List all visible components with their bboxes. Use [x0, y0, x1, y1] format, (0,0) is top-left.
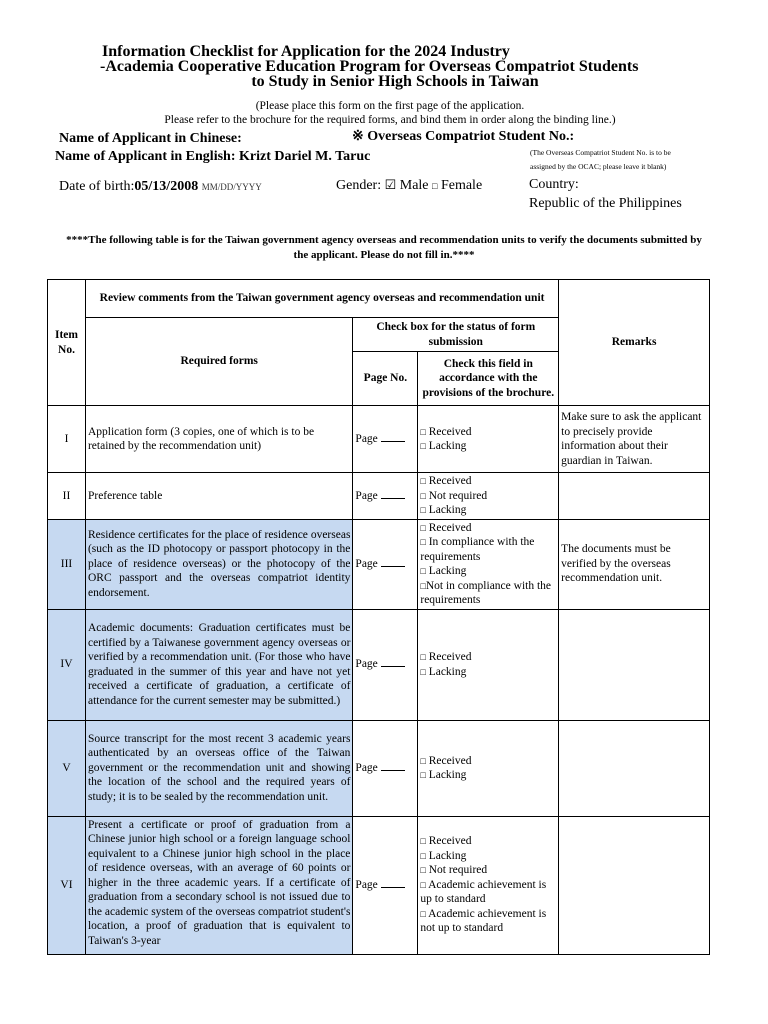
verification-note: ****The following table is for the Taiwan government agency overseas and recommendation units to verify the documents submitted by the applicant. Please do not fill in.**** [66, 234, 702, 261]
page-field[interactable] [353, 816, 418, 954]
checkbox-icon[interactable]: □ [420, 537, 426, 547]
status-options [418, 816, 559, 954]
page-field[interactable] [353, 720, 418, 816]
required-forms-header: Required forms [85, 318, 352, 406]
dob-row [59, 179, 262, 195]
required-form: Preference table [85, 473, 352, 520]
option-label: Lacking [428, 565, 467, 577]
page-blank-line[interactable] [381, 657, 405, 667]
title-line-1: Information Checklist for Application for the 2024 Industry [102, 43, 510, 60]
remarks-cell: Make sure to ask the applicant to precisely provide information about their guardian in Taiwan. [559, 406, 710, 473]
option-label: Not required [428, 489, 488, 502]
table-row [48, 609, 710, 720]
status-option[interactable] [420, 650, 556, 665]
page-field[interactable] [353, 406, 418, 473]
remarks-cell [559, 473, 710, 520]
page-label: Page [355, 557, 378, 570]
review-header: Review comments from the Taiwan government agency overseas and recommendation unit [85, 280, 558, 318]
status-option[interactable] [420, 878, 556, 907]
status-option[interactable] [420, 439, 556, 454]
item-number: III [48, 519, 86, 609]
checkbox-icon[interactable]: □ [420, 522, 426, 533]
checkbox-icon[interactable]: □ [420, 908, 426, 919]
gender-label: Gender: [336, 178, 382, 193]
status-option[interactable] [420, 535, 556, 564]
page-label: Page [355, 432, 378, 445]
required-form: Residence certificates for the place of residence overseas (such as the ID photocopy or passport photocopy in the place of residence overseas) or the photocopy of the ORC passport and the overseas compatriot identity endorsement. [85, 519, 352, 609]
instruction-note-1: (Please place this form on the first page of the application. [255, 100, 525, 112]
status-options [418, 609, 559, 720]
gender-row [336, 177, 482, 194]
option-label: Lacking [428, 665, 467, 678]
item-number: VI [48, 816, 86, 954]
checkbox-icon[interactable]: □ [420, 865, 426, 876]
page-blank-line[interactable] [381, 489, 405, 499]
student-no-label: ※ Overseas Compatriot Student No.: [352, 129, 575, 144]
status-option[interactable] [420, 489, 556, 504]
page-label: Page [355, 489, 378, 502]
table-row [48, 519, 710, 609]
remarks-cell [559, 609, 710, 720]
page-no-header: Page No. [353, 352, 418, 406]
check-box-header: Check box for the status of form submission [353, 318, 559, 352]
page-field[interactable] [353, 519, 418, 609]
status-option[interactable] [420, 503, 556, 518]
remarks-cell: The documents must be verified by the overseas recommendation unit. [559, 519, 710, 609]
status-option[interactable] [420, 521, 556, 536]
page-blank-line[interactable] [381, 432, 405, 442]
status-option[interactable] [420, 907, 556, 936]
gender-male-label: Male [399, 178, 429, 193]
table-row [48, 816, 710, 954]
status-options [418, 473, 559, 520]
title-line-2: -Academia Cooperative Education Program for Overseas Compatriot Students [100, 58, 639, 75]
option-label: Not in compliance with the requirements [420, 579, 552, 606]
table-row [48, 473, 710, 520]
checkbox-icon[interactable]: □ [420, 755, 426, 766]
remarks-header: Remarks [559, 280, 710, 406]
option-label: In compliance with the requirements [420, 536, 535, 563]
checkbox-icon[interactable]: □ [420, 666, 426, 677]
checkbox-icon[interactable]: □ [420, 770, 426, 780]
status-option[interactable] [420, 474, 556, 489]
required-form: Academic documents: Graduation certificates must be certified by a Taiwanese government agency overseas or verified by a recommendation unit. (For those who have graduated in the summer of this year and have not yet received a certificate of graduation, a certificate of attendance for the current semester may be submitted.) [85, 609, 352, 720]
page-label: Page [355, 658, 378, 671]
item-number: II [48, 473, 86, 520]
title-line-3: to Study in Senior High Schools in Taiwan [251, 73, 539, 90]
option-label: Academic achievement is up to standard [420, 878, 547, 906]
english-name-row [55, 149, 370, 165]
remarks-cell [559, 816, 710, 954]
option-label: Received [428, 754, 472, 767]
option-label: Academic achievement is not up to standard [420, 907, 547, 935]
remarks-cell [559, 720, 710, 816]
option-label: Received [428, 651, 472, 663]
checkbox-icon[interactable]: □ [420, 426, 426, 437]
item-no-header: Item No. [48, 280, 86, 406]
option-label: Received [428, 835, 472, 848]
required-form: Application form (3 copies, one of which is to be retained by the recommendation unit) [85, 406, 352, 473]
checkbox-icon[interactable]: □ [420, 566, 426, 576]
dob-format: MM/DD/YYYY [201, 182, 262, 192]
status-option[interactable] [420, 768, 556, 783]
student-no-note [530, 146, 730, 174]
status-option[interactable] [420, 564, 556, 579]
item-number: IV [48, 609, 86, 720]
checkbox-icon[interactable]: □ [420, 836, 426, 847]
option-label: Lacking [428, 440, 467, 452]
required-form: Present a certificate or proof of graduation from a Chinese junior high school or a foreign language school equivalent to a Chinese junior high school in the place of residence overseas, with an average of 60 points or higher in the three academic years. If a certificate of graduation from a secondary school is not issued due to the academic system of the overseas compatriot student's location, a proof of graduation that is equivalent to Taiwan's 3-year [85, 816, 352, 954]
checkbox-icon[interactable]: □ [420, 850, 426, 861]
country-value: Republic of the Philippines [529, 196, 682, 211]
page-blank-line[interactable] [381, 761, 405, 771]
status-options [418, 720, 559, 816]
status-option[interactable] [420, 579, 556, 608]
option-label: Lacking [428, 769, 467, 781]
checkbox-icon[interactable]: □ [420, 879, 426, 890]
option-label: Received [428, 475, 472, 487]
male-checkbox-icon[interactable]: ☑ [384, 177, 397, 192]
dob-label: Date of birth: [59, 179, 135, 194]
option-label: Lacking [428, 849, 467, 862]
item-number: V [48, 720, 86, 816]
checkbox-icon[interactable]: □ [420, 441, 426, 451]
checklist-table [47, 279, 710, 955]
country-label: Country: [529, 177, 579, 192]
status-options [418, 519, 559, 609]
page-blank-line[interactable] [381, 557, 405, 567]
english-name-value: Krizt Dariel M. Taruc [238, 149, 371, 164]
item-number: I [48, 406, 86, 473]
required-form: Source transcript for the most recent 3 academic years authenticated by an overseas office of the Taiwan government or the recommendation unit and showing the location of the school and the required years of study; it is to be sealed by the recommendation unit. [85, 720, 352, 816]
checkbox-icon[interactable]: □ [420, 652, 426, 662]
page-field[interactable] [353, 473, 418, 520]
student-no-note-line-2: assigned by the OCAC; please leave it blank) [530, 162, 667, 171]
status-option[interactable] [420, 863, 556, 878]
female-checkbox-icon[interactable]: □ [432, 181, 438, 191]
page-label: Page [355, 761, 378, 774]
chinese-name-label: Name of Applicant in Chinese: [59, 131, 242, 146]
checkbox-icon[interactable]: □ [420, 505, 426, 515]
dob-value: 05/13/2008 [134, 179, 199, 194]
option-label: Not required [428, 864, 488, 877]
checkbox-icon[interactable]: □ [420, 476, 426, 486]
option-label: Received [428, 425, 472, 438]
student-no-note-line-1: (The Overseas Compatriot Student No. is to be [530, 148, 671, 157]
option-label: Lacking [428, 504, 467, 516]
status-option[interactable] [420, 665, 556, 680]
status-option[interactable] [420, 754, 556, 769]
table-row [48, 720, 710, 816]
gender-female-label: Female [440, 178, 483, 193]
checkbox-icon[interactable]: □ [420, 580, 426, 591]
check-field-header: Check this field in accordance with the provisions of the brochure. [418, 352, 559, 406]
status-option[interactable] [420, 425, 556, 440]
status-option[interactable] [420, 834, 556, 849]
page-field[interactable] [353, 609, 418, 720]
checkbox-icon[interactable]: □ [420, 490, 426, 501]
status-options [418, 406, 559, 473]
instruction-note-2: Please refer to the brochure for the required forms, and bind them in order along the binding line.) [164, 114, 616, 126]
status-option[interactable] [420, 849, 556, 864]
page-label: Page [355, 878, 378, 891]
english-name-label: Name of Applicant in English: [55, 149, 236, 164]
option-label: Received [428, 521, 472, 534]
page-blank-line[interactable] [381, 878, 405, 888]
document-title [100, 44, 720, 89]
table-row [48, 406, 710, 473]
